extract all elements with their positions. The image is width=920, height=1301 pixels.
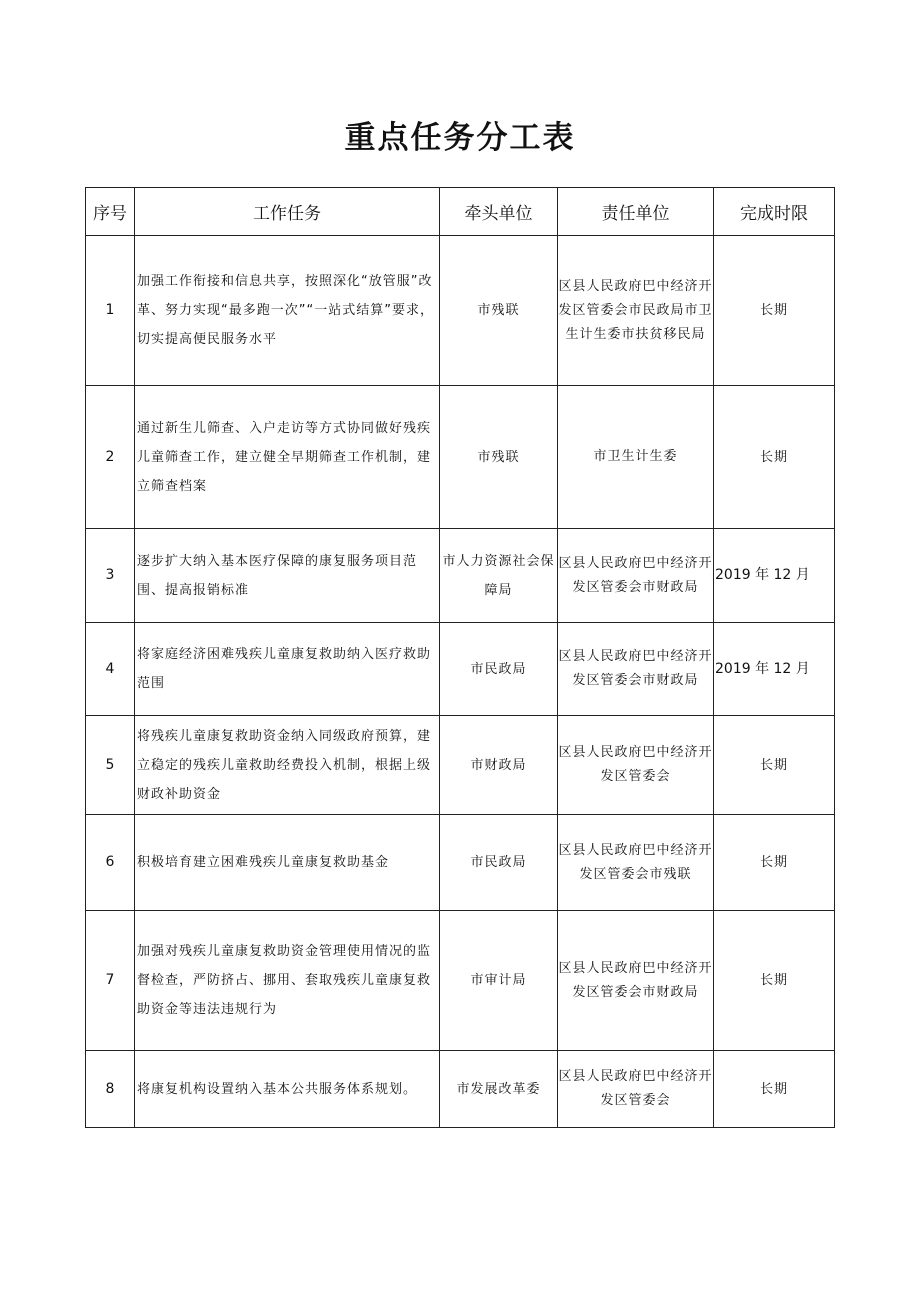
- row-due: 长期: [714, 1051, 835, 1128]
- row-resp: 区县人民政府巴中经济开发区管委会: [558, 1051, 714, 1128]
- row-due: 2019 年 12 月: [714, 529, 835, 623]
- row-lead: 市残联: [440, 386, 558, 529]
- header-row: [86, 188, 835, 236]
- row-resp: 区县人民政府巴中经济开发区管委会市财政局: [558, 623, 714, 716]
- row-resp: 区县人民政府巴中经济开发区管委会: [558, 716, 714, 815]
- header-resp: 责任单位: [558, 188, 714, 236]
- header-lead: 牵头单位: [440, 188, 558, 236]
- table-row: [86, 623, 835, 716]
- row-task: 积极培育建立困难残疾儿童康复救助基金: [135, 815, 440, 911]
- table-row: [86, 911, 835, 1051]
- row-no: 2: [86, 386, 135, 529]
- header-no: 序号: [86, 188, 135, 236]
- row-task: 加强工作衔接和信息共享，按照深化“放管服”改革、努力实现“最多跑一次”“一站式结算”要求，切实提高便民服务水平: [135, 236, 440, 386]
- row-task: 加强对残疾儿童康复救助资金管理使用情况的监督检查，严防挤占、挪用、套取残疾儿童康复救助资金等违法违规行为: [135, 911, 440, 1051]
- task-table: [85, 187, 835, 1128]
- header-due: 完成时限: [714, 188, 835, 236]
- table-row: [86, 529, 835, 623]
- row-due: 长期: [714, 815, 835, 911]
- row-due: 长期: [714, 386, 835, 529]
- row-task: 逐步扩大纳入基本医疗保障的康复服务项目范围、提高报销标准: [135, 529, 440, 623]
- row-task: 将康复机构设置纳入基本公共服务体系规划。: [135, 1051, 440, 1128]
- row-task: 将家庭经济困难残疾儿童康复救助纳入医疗救助范围: [135, 623, 440, 716]
- table-row: [86, 386, 835, 529]
- row-lead: 市民政局: [440, 623, 558, 716]
- row-resp: 区县人民政府巴中经济开发区管委会市财政局: [558, 911, 714, 1051]
- table-row: [86, 716, 835, 815]
- table-row: [86, 1051, 835, 1128]
- row-resp: 区县人民政府巴中经济开发区管委会市民政局市卫生计生委市扶贫移民局: [558, 236, 714, 386]
- row-lead: 市民政局: [440, 815, 558, 911]
- row-due: 长期: [714, 716, 835, 815]
- row-lead: 市发展改革委: [440, 1051, 558, 1128]
- row-due: 2019 年 12 月: [714, 623, 835, 716]
- row-resp: 市卫生计生委: [558, 386, 714, 529]
- row-resp: 区县人民政府巴中经济开发区管委会市财政局: [558, 529, 714, 623]
- row-due: 长期: [714, 236, 835, 386]
- row-no: 1: [86, 236, 135, 386]
- row-task: 将残疾儿童康复救助资金纳入同级政府预算，建立稳定的残疾儿童救助经费投入机制，根据上级财政补助资金: [135, 716, 440, 815]
- row-lead: 市残联: [440, 236, 558, 386]
- page-title: 重点任务分工表: [344, 120, 576, 156]
- header-task: 工作任务: [135, 188, 440, 236]
- table-row: [86, 815, 835, 911]
- row-due: 长期: [714, 911, 835, 1051]
- row-no: 4: [86, 623, 135, 716]
- row-no: 8: [86, 1051, 135, 1128]
- row-no: 5: [86, 716, 135, 815]
- row-no: 6: [86, 815, 135, 911]
- row-lead: 市人力资源社会保障局: [440, 529, 558, 623]
- row-no: 7: [86, 911, 135, 1051]
- row-resp: 区县人民政府巴中经济开发区管委会市残联: [558, 815, 714, 911]
- row-task: 通过新生儿筛查、入户走访等方式协同做好残疾儿童筛查工作，建立健全早期筛查工作机制，建立筛查档案: [135, 386, 440, 529]
- row-lead: 市审计局: [440, 911, 558, 1051]
- row-lead: 市财政局: [440, 716, 558, 815]
- row-no: 3: [86, 529, 135, 623]
- table-row: [86, 236, 835, 386]
